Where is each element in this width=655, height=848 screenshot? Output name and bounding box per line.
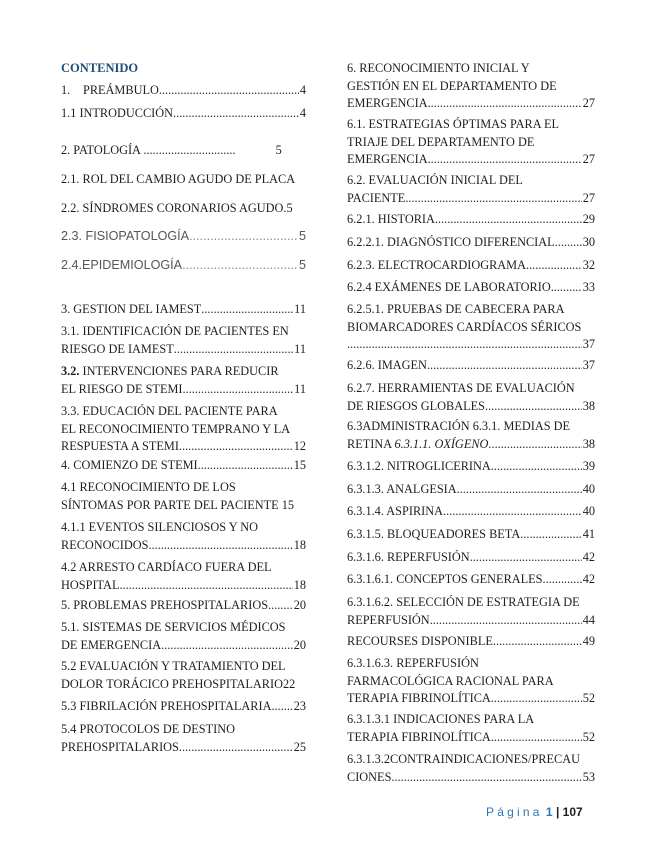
footer-total-pages: 107: [562, 805, 583, 819]
toc-entry-pruebas-cabecera[interactable]: 6.2.5.1. PRUEBAS DE CABECERA PARA BIOMARCADORES CARDÍACOS SÉRICOS ..... 37: [347, 301, 595, 354]
toc-entry-patologia[interactable]: 2. PATOLOGÍA .............................. 5: [61, 143, 282, 157]
toc-entry-comienzo-stemi[interactable]: 4. COMIENZO DE STEMI ..... 15: [61, 457, 306, 475]
toc-entry-evaluacion-dolor[interactable]: 5.2 EVALUACIÓN Y TRATAMIENTO DEL DOLOR TORÁCICO PREHOSPITALARIO22: [61, 659, 296, 691]
toc-entry-estrategias-triaje[interactable]: 6.1. ESTRATEGIAS ÓPTIMAS PARA EL TRIAJE DEL DEPARTAMENTO DE EMERGENCIA ..... 27: [347, 116, 595, 169]
toc-entry-bloqueadores-beta[interactable]: 6.3.1.5. BLOQUEADORES BETA ..... 41: [347, 526, 595, 544]
toc-entry-rol-cambio-agudo[interactable]: 2.1. ROL DEL CAMBIO AGUDO DE PLACA: [61, 172, 296, 186]
toc-entry-reperfusion-farmacologica[interactable]: 6.3.1.6.3. REPERFUSIÓN FARMACOLÓGICA RACIONAL PARA TERAPIA FIBRINOLÍTICA. ..... 52: [347, 655, 595, 708]
toc-entry-nitroglicerina[interactable]: 6.3.1.2. NITROGLICERINA ..... 39: [347, 458, 595, 476]
toc-entry-evaluacion-inicial[interactable]: 6.2. EVALUACIÓN INICIAL DEL PACIENTE ..... 27: [347, 172, 595, 207]
toc-entry-reperfusion[interactable]: 6.3.1.6. REPERFUSIÓN ..... 42: [347, 549, 595, 567]
toc-entry-conceptos-generales[interactable]: 6.3.1.6.1. CONCEPTOS GENERALES ..... 42: [347, 571, 595, 589]
toc-entry-intervenciones[interactable]: 3.2. INTERVENCIONES PARA REDUCIR EL RIESGO DE STEMI ..... 11: [61, 363, 306, 398]
toc-entry-gestion-iamest[interactable]: 3. GESTION DEL IAMEST ..... 11: [61, 301, 306, 319]
toc-entry-imagen[interactable]: 6.2.6. IMAGEN ..... 37: [347, 357, 595, 375]
toc-entry-analgesia[interactable]: 6.3.1.3. ANALGESIA ..... 40: [347, 481, 595, 499]
toc-entry-protocolos-destino[interactable]: 5.4 PROTOCOLOS DE DESTINO PREHOSPITALARIOS ..... 25: [61, 721, 306, 756]
toc-entry-aspirina[interactable]: 6.3.1.4. ASPIRINA ..... 40: [347, 503, 595, 521]
toc-entry-educacion-paciente[interactable]: 3.3. EDUCACIÓN DEL PACIENTE PARA EL RECONOCIMIENTO TEMPRANO Y LA RESPUESTA A STEMI ..... 12: [61, 403, 306, 456]
toc-entry-arresto-cardiaco[interactable]: 4.2 ARRESTO CARDÍACO FUERA DEL HOSPITAL ..... 18: [61, 559, 306, 594]
toc-entry-electrocardiograma[interactable]: 6.2.3. ELECTROCARDIOGRAMA ..... 32: [347, 257, 595, 275]
toc-entry-contraindicaciones[interactable]: 6.3.1.3.2CONTRAINDICACIONES/PRECAU CIONES ..... 53: [347, 751, 595, 786]
toc-entry-sindromes-coronarios[interactable]: 2.2. SÍNDROMES CORONARIOS AGUDO.5: [61, 201, 293, 215]
toc-entry-fibrilacion[interactable]: 5.3 FIBRILACIÓN PREHOSPITALARIA ..... 23: [61, 698, 306, 716]
toc-heading: CONTENIDO: [61, 61, 139, 75]
toc-entry-examenes-laboratorio[interactable]: 6.2.4 EXÁMENES DE LABORATORIO ..... 33: [347, 279, 595, 297]
toc-entry-indicaciones-fibrinolitica[interactable]: 6.3.1.3.1 INDICACIONES PARA LA TERAPIA FIBRINOLÍTICA ..... 52: [347, 711, 595, 746]
toc-entry-diagnostico-diferencial[interactable]: 6.2.2.1. DIAGNÓSTICO DIFERENCIAL ..... 30: [347, 234, 595, 252]
toc-entry-recourses-disponible[interactable]: RECOURSES DISPONIBLE ..... 49: [347, 633, 595, 651]
toc-entry-preambulo[interactable]: 1. PREÁMBULO ..... 4: [61, 82, 306, 100]
toc-entry-administracion-oxigeno[interactable]: 6.3ADMINISTRACIÓN 6.3.1. MEDIAS DE RETINA 6.3.1.1. OXÍGENO ..... 38: [347, 418, 595, 453]
toc-entry-sistemas-servicios[interactable]: 5.1. SISTEMAS DE SERVICIOS MÉDICOS DE EMERGENCIA ..... 20: [61, 619, 306, 654]
toc-entry-identificacion-pacientes[interactable]: 3.1. IDENTIFICACIÓN DE PACIENTES EN RIESGO DE IAMEST ..... 11: [61, 323, 306, 358]
toc-entry-reconocimiento-inicial[interactable]: 6. RECONOCIMIENTO INICIAL Y GESTIÓN EN EL DEPARTAMENTO DE EMERGENCIA ..... 27: [347, 60, 595, 113]
toc-entry-epidemiologia[interactable]: 2.4.EPIDEMIOLOGÍA ..... 5: [61, 257, 306, 275]
page-footer: [486, 805, 583, 819]
toc-entry-fisiopatologia[interactable]: 2.3. FISIOPATOLOGÍA ..... 5: [61, 228, 306, 246]
toc-entry-seleccion-estrategia[interactable]: 6.3.1.6.2. SELECCIÓN DE ESTRATEGIA DE REPERFUSIÓN ..... 44: [347, 594, 595, 629]
toc-entry-introduccion[interactable]: 1.1 INTRODUCCIÓN ..... 4: [61, 105, 306, 123]
toc-entry-herramientas-evaluacion[interactable]: 6.2.7. HERRAMIENTAS DE EVALUACIÓN DE RIESGOS GLOBALES ..... 38: [347, 380, 595, 415]
toc-entry-historia[interactable]: 6.2.1. HISTORIA ..... 29: [347, 211, 595, 229]
footer-page-label: Página: [486, 805, 543, 819]
toc-entry-reconocimiento-sintomas[interactable]: 4.1 RECONOCIMIENTO DE LOS SÍNTOMAS POR PARTE DEL PACIENTE 15: [61, 480, 295, 512]
footer-separator: |: [555, 805, 560, 819]
footer-page-number: 1: [545, 805, 553, 819]
toc-entry-problemas-prehospitalarios[interactable]: 5. PROBLEMAS PREHOSPITALARIOS ..... 20: [61, 597, 306, 615]
toc-entry-eventos-silenciosos[interactable]: 4.1.1 EVENTOS SILENCIOSOS Y NO RECONOCIDOS ..... 18: [61, 519, 306, 554]
